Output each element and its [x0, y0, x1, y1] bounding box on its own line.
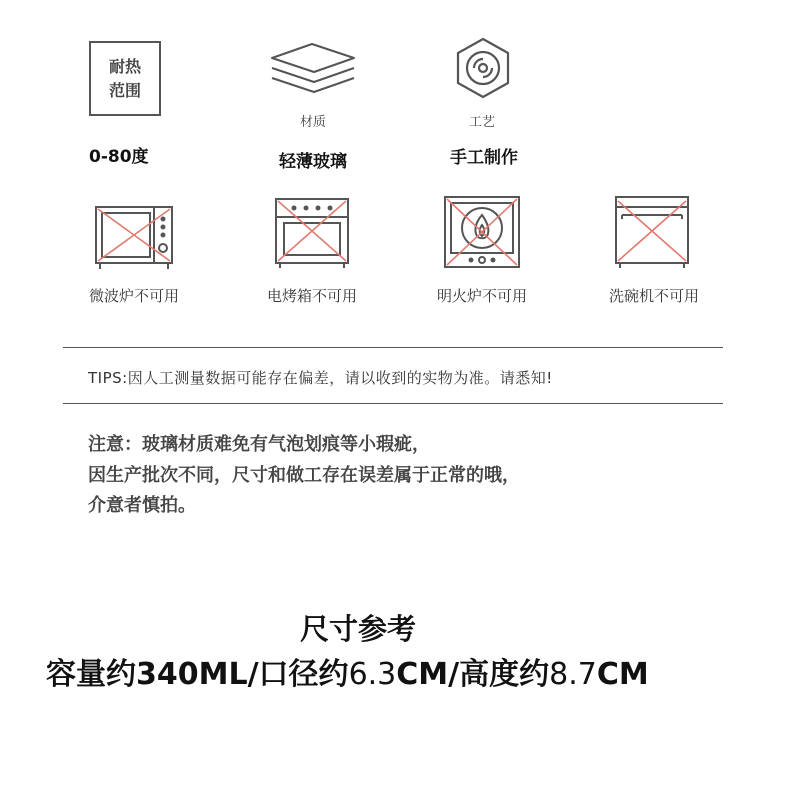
dishwasher-label: 洗碗机不可用 — [608, 287, 699, 305]
notice-line-3: 介意者慎拍。 — [88, 495, 196, 516]
microwave-icon — [92, 203, 176, 273]
size-capacity-part: 容量约340ML/口径约 — [46, 657, 349, 692]
dishwasher-icon — [612, 193, 692, 271]
craft-value: 手工制作 — [450, 148, 518, 168]
notice-line-2: 因生产批次不同，尺寸和做工存在误差属于正常的哦， — [88, 465, 520, 486]
microwave-label: 微波炉不可用 — [88, 287, 179, 305]
electric-oven-icon — [272, 195, 352, 271]
heat-range-value: 0-80度 — [89, 147, 149, 167]
size-diameter-value: 6.3 — [348, 657, 397, 692]
material-value: 轻薄玻璃 — [279, 152, 347, 172]
size-reference-text — [46, 649, 649, 693]
open-flame-stove-label: 明火炉不可用 — [436, 287, 527, 305]
size-unit: CM — [596, 657, 649, 692]
size-height-part: CM/高度约 — [396, 657, 550, 692]
electric-oven-label: 电烤箱不可用 — [266, 287, 357, 305]
material-label: 材质 — [299, 115, 326, 130]
heat-range-box — [89, 41, 161, 116]
tips-text: TIPS:因人工测量数据可能存在偏差，请以收到的实物为准。请悉知! — [88, 369, 553, 387]
glass-layers-icon — [268, 40, 358, 100]
tips-top-divider — [63, 347, 723, 348]
craft-label: 工艺 — [468, 115, 495, 130]
tips-bottom-divider — [63, 403, 723, 404]
heat-range-box-line1: 耐热 — [108, 56, 141, 76]
size-height-value: 8.7 — [549, 657, 597, 692]
open-flame-stove-icon — [441, 193, 523, 271]
size-reference-title: 尺寸参考 — [300, 612, 417, 646]
handmade-hexagon-icon — [451, 36, 515, 100]
notice-line-1: 注意：玻璃材质难免有气泡划痕等小瑕疵， — [88, 434, 430, 455]
heat-range-box-line2: 范围 — [108, 80, 141, 100]
